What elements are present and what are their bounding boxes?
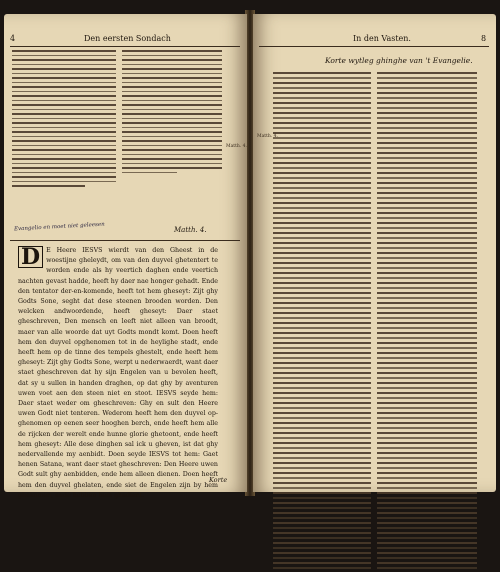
section-heading: Korte wytleg ghinghe van 't Evangelie. — [325, 56, 473, 65]
left-mid-rule — [10, 240, 240, 241]
left-running-head: Den eersten Sondach — [84, 34, 171, 43]
left-margin-note: Matth. 4. — [226, 144, 247, 149]
left-column-2 — [122, 50, 222, 176]
right-page-number: 8 — [481, 34, 487, 43]
drop-cap-d-ornament: D — [18, 246, 43, 268]
right-column-1 — [273, 72, 371, 572]
gospel-text-block — [18, 244, 218, 499]
gospel-text: E Heere IESVS wierdt van den Gheest in de woestijne gheleydt, om van den duyvel ghetentert te worden ende als hy veertich daghen ende veertich nachten gevast hadde, heeft hy daer nae honger gehadt. Ende den tentator der-en-komende, heeft tot hem gheseyt: Zijt ghy Godts Sone, seght dat dese steenen brooden worden. Den welcken andwoordende, heeft gheseyt: Daer staet gheschreven, Den mensch en leeft niet alleen van broodt, maer van alle woorde dat uyt Godts mondt komt. Doen heeft hem den duyvel opghenomen tot in de heylighe stadt, ende heeft hem op de tinne des tempels ghestelt, ende heeft hem gheseyt: Zijt ghy Godts Sone, werpt u nederwaerdt, want daer staet gheschreven dat hy sijn Engelen van u bevolen heeft, dat sy u sullen in handen draghen, op dat ghy by aventuren uwen voet aen den steen niet en stoot. IESVS seyde hem: Daer staet weder om gheschreven: Ghy en sult den Heere uwen Godt niet tenteren. Wederom heeft hem den duyvel op-ghenomen op eenen seer hooghen berch, ende heeft hem alle de rijcken der werelt ende hunne glorie ghetoont, ende heeft hem gheseyt: Alle dese dinghen sal ick u gheven, ist dat ghy nedervallende my aenbidt. Doen seyde IESVS tot hem: Gaet henen Satana, want daer staet gheschreven: Den Heere uwen Godt sult ghy aenbidden, ende hem alleen dienen. Doen heeft hem den duyvel ghelaten, ende siet de Engelen zijn by hem ghekomen, ende hebben hem ghedient. — [18, 247, 218, 499]
left-catchword: Korte — [209, 476, 228, 484]
right-column-2 — [377, 72, 477, 572]
left-page-number: 4 — [10, 34, 16, 43]
handwritten-annotation: Evangelio en moet niet geleesen — [13, 221, 105, 233]
left-page — [4, 14, 247, 499]
left-head-rule — [10, 46, 240, 47]
right-head-rule — [259, 46, 489, 47]
scripture-reference: Matth. 4. — [174, 226, 207, 234]
right-margin-note: Matth. 4. — [257, 134, 278, 139]
left-column-1 — [12, 50, 116, 190]
right-running-head: In den Vasten. — [353, 34, 411, 43]
right-page — [253, 14, 496, 492]
